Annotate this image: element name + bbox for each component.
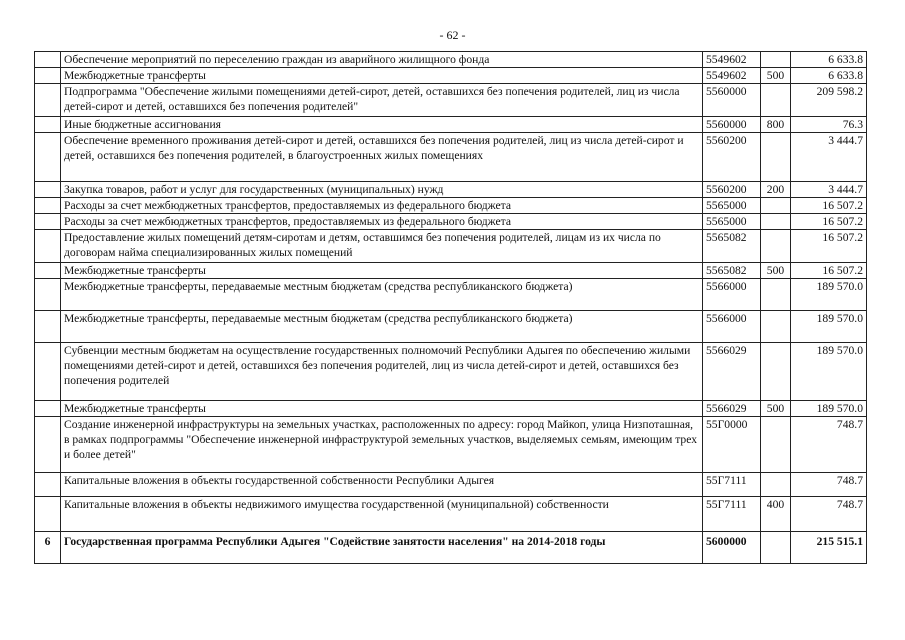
row-code-cell: 55Г7111 [703,497,761,532]
row-amount-cell: 189 570.0 [791,279,867,311]
row-expense-type-cell [761,230,791,263]
row-number-cell [35,230,61,263]
row-number-cell [35,263,61,279]
row-code-cell: 5560000 [703,84,761,117]
table-row [35,230,867,263]
row-code-cell: 5560200 [703,182,761,198]
table-row [35,417,867,473]
row-name-cell: Расходы за счет межбюджетных трансфертов, предоставляемых из федерального бюджета [61,214,703,230]
row-code-cell: 5565000 [703,214,761,230]
table-row [35,198,867,214]
row-amount-cell: 16 507.2 [791,263,867,279]
row-expense-type-cell [761,473,791,497]
row-amount-cell: 189 570.0 [791,343,867,401]
row-amount-cell: 748.7 [791,473,867,497]
row-number-cell [35,182,61,198]
row-name-cell: Межбюджетные трансферты, передаваемые местным бюджетам (средства республиканского бюджета) [61,279,703,311]
table-row [35,343,867,401]
row-number-cell [35,279,61,311]
row-expense-type-cell: 800 [761,117,791,133]
table-row [35,497,867,532]
row-number-cell [35,198,61,214]
row-expense-type-cell: 500 [761,68,791,84]
row-amount-cell: 76.3 [791,117,867,133]
row-name-cell: Межбюджетные трансферты, передаваемые местным бюджетам (средства республиканского бюджета) [61,311,703,343]
row-number-cell [35,52,61,68]
table-row [35,68,867,84]
row-code-cell: 5560000 [703,117,761,133]
row-number-cell [35,401,61,417]
table-row [35,214,867,230]
row-number-cell: 6 [35,532,61,564]
budget-table [34,51,867,564]
row-code-cell: 5549602 [703,52,761,68]
row-name-cell: Субвенции местным бюджетам на осуществление государственных полномочий Республики Адыгея по обеспечению жилыми помещениями детей-сирот и детей, оставшихся без попечения родителей, лиц из числа детей-сирот и детей, оставшихся без попечения родителей [61,343,703,401]
row-expense-type-cell [761,84,791,117]
row-code-cell: 5566000 [703,279,761,311]
row-amount-cell: 189 570.0 [791,401,867,417]
row-name-cell: Капитальные вложения в объекты государственной собственности Республики Адыгея [61,473,703,497]
row-code-cell: 5566029 [703,343,761,401]
table-row [35,473,867,497]
row-name-cell: Обеспечение мероприятий по переселению граждан из аварийного жилищного фонда [61,52,703,68]
row-expense-type-cell [761,198,791,214]
table-row-program-total [35,532,867,564]
table-row [35,401,867,417]
row-code-cell: 5566029 [703,401,761,417]
row-code-cell: 5565082 [703,230,761,263]
row-number-cell [35,214,61,230]
row-expense-type-cell: 200 [761,182,791,198]
table-row [35,84,867,117]
row-amount-cell: 16 507.2 [791,214,867,230]
row-expense-type-cell [761,311,791,343]
row-number-cell [35,117,61,133]
row-expense-type-cell [761,214,791,230]
row-amount-cell: 215 515.1 [791,532,867,564]
row-code-cell: 55Г0000 [703,417,761,473]
row-amount-cell: 748.7 [791,417,867,473]
row-amount-cell: 189 570.0 [791,311,867,343]
row-amount-cell: 3 444.7 [791,133,867,182]
page-number: - 62 - [439,28,466,42]
row-number-cell [35,84,61,117]
row-expense-type-cell: 500 [761,263,791,279]
row-expense-type-cell: 500 [761,401,791,417]
row-name-cell: Межбюджетные трансферты [61,68,703,84]
table-row [35,311,867,343]
row-code-cell: 5566000 [703,311,761,343]
row-amount-cell: 3 444.7 [791,182,867,198]
row-name-cell: Межбюджетные трансферты [61,263,703,279]
row-code-cell: 5565082 [703,263,761,279]
row-expense-type-cell [761,343,791,401]
row-expense-type-cell [761,279,791,311]
table-row [35,279,867,311]
row-name-cell: Создание инженерной инфраструктуры на земельных участках, расположенных по адресу: город Майкоп, улица Низпоташная, в рамках подпрограммы "Обеспечение инженерной инфраструктурой земельных участков, выделяемых семьям, имеющим трех и более детей" [61,417,703,473]
row-number-cell [35,343,61,401]
table-row [35,117,867,133]
row-name-cell: Расходы за счет межбюджетных трансфертов, предоставляемых из федерального бюджета [61,198,703,214]
row-name-cell: Подпрограмма "Обеспечение жилыми помещениями детей-сирот, детей, оставшихся без попечения родителей, лиц из числа детей-сирот и детей, оставшихся без попечения родителей" [61,84,703,117]
table-row [35,263,867,279]
row-amount-cell: 6 633.8 [791,68,867,84]
row-number-cell [35,473,61,497]
row-name-cell: Капитальные вложения в объекты недвижимого имущества государственной (муниципальной) собственности [61,497,703,532]
table-row [35,133,867,182]
table-row [35,182,867,198]
row-code-cell: 5600000 [703,532,761,564]
row-name-cell: Государственная программа Республики Адыгея "Содействие занятости населения" на 2014-2018 годы [61,532,703,564]
row-amount-cell: 748.7 [791,497,867,532]
row-code-cell: 5565000 [703,198,761,214]
row-amount-cell: 6 633.8 [791,52,867,68]
row-amount-cell: 209 598.2 [791,84,867,117]
row-code-cell: 5549602 [703,68,761,84]
table-row [35,52,867,68]
row-number-cell [35,497,61,532]
row-expense-type-cell [761,417,791,473]
row-name-cell: Межбюджетные трансферты [61,401,703,417]
row-code-cell: 5560200 [703,133,761,182]
row-number-cell [35,68,61,84]
row-name-cell: Предоставление жилых помещений детям-сиротам и детям, оставшимся без попечения родителей, лицам из их числа по договорам найма специализированных жилых помещений [61,230,703,263]
row-amount-cell: 16 507.2 [791,230,867,263]
row-expense-type-cell [761,532,791,564]
row-amount-cell: 16 507.2 [791,198,867,214]
row-expense-type-cell: 400 [761,497,791,532]
row-number-cell [35,417,61,473]
row-expense-type-cell [761,133,791,182]
row-number-cell [35,311,61,343]
row-number-cell [35,133,61,182]
row-expense-type-cell [761,52,791,68]
row-name-cell: Закупка товаров, работ и услуг для государственных (муниципальных) нужд [61,182,703,198]
row-name-cell: Иные бюджетные ассигнования [61,117,703,133]
row-name-cell: Обеспечение временного проживания детей-сирот и детей, оставшихся без попечения родителей, лиц из числа детей-сирот и детей, оставшихся без попечения родителей, в благоустроенных жилых помещениях [61,133,703,182]
row-code-cell: 55Г7111 [703,473,761,497]
